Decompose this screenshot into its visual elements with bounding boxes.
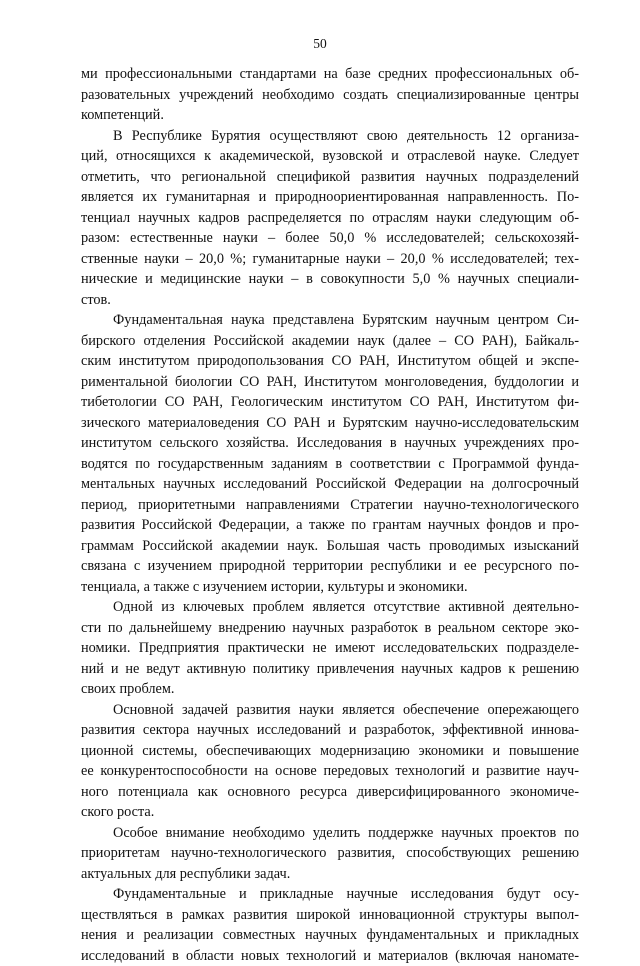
- text-line: бирского отделения Российской академии наук (далее – СО РАН), Байкаль-: [81, 331, 579, 352]
- text-line: исследований в области новых технологий и материалов (включая наномате-: [81, 946, 579, 966]
- text-line: период, приоритетными направлениями Стратегии научно-технологического: [81, 495, 579, 516]
- text-line: ного потенциала как основного ресурса диверсифицированного экономиче-: [81, 782, 579, 803]
- text-line: компетенций.: [81, 105, 579, 126]
- text-line: разовательных учреждений необходимо создать специализированные центры: [81, 85, 579, 106]
- text-line: тенциал научных кадров распределяется по отраслям науки следующим об-: [81, 208, 579, 229]
- text-line: связана с изучением природной территории республики и ее ресурсного по-: [81, 556, 579, 577]
- text-line: является их гуманитарная и природноориентированная направленность. По-: [81, 187, 579, 208]
- text-line: Основной задачей развития науки является обеспечение опережающего: [81, 700, 579, 721]
- text-line: стов.: [81, 290, 579, 311]
- text-line: актуальных для республики задач.: [81, 864, 579, 885]
- text-line: ственные науки – 20,0 %; гуманитарные науки – 20,0 % исследователей; тех-: [81, 249, 579, 270]
- text-line: нения и реализации совместных научных фундаментальных и прикладных: [81, 925, 579, 946]
- text-line: Одной из ключевых проблем является отсутствие активной деятельно-: [81, 597, 579, 618]
- text-line: ционной системы, обеспечивающих модернизацию экономики и повышение: [81, 741, 579, 762]
- text-line: развития Российской Федерации, а также по грантам научных фондов и про-: [81, 515, 579, 536]
- text-line: тенциала, а также с изучением истории, культуры и экономики.: [81, 577, 579, 598]
- text-line: отметить, что региональной спецификой развития научных подразделений: [81, 167, 579, 188]
- text-line: граммам Российской академии наук. Большая часть проводимых изысканий: [81, 536, 579, 557]
- text-line: ми профессиональными стандартами на базе средних профессиональных об-: [81, 64, 579, 85]
- text-line: своих проблем.: [81, 679, 579, 700]
- text-line: водятся по государственным заданиям в соответствии с Программой фунда-: [81, 454, 579, 475]
- text-line: зического материаловедения СО РАН и Бурятским научно-исследовательским: [81, 413, 579, 434]
- text-line: тибетологии СО РАН, Геологическим институтом СО РАН, Институтом фи-: [81, 392, 579, 413]
- text-line: ским институтом природопользования СО РАН, Институтом общей и экспе-: [81, 351, 579, 372]
- text-line: ществляться в рамках развития широкой инновационной структуры выпол-: [81, 905, 579, 926]
- text-line: Фундаментальные и прикладные научные исследования будут осу-: [81, 884, 579, 905]
- text-line: ментальных научных исследований Российской Федерации на долгосрочный: [81, 474, 579, 495]
- text-line: В Республике Бурятия осуществляют свою деятельность 12 организа-: [81, 126, 579, 147]
- text-line: развития сектора научных исследований и разработок, эффективной иннова-: [81, 720, 579, 741]
- text-line: Особое внимание необходимо уделить поддержке научных проектов по: [81, 823, 579, 844]
- text-line: ций, относящихся к академической, вузовской и отраслевой науке. Следует: [81, 146, 579, 167]
- text-line: разом: естественные науки – более 50,0 % исследователей; сельскохозяй-: [81, 228, 579, 249]
- text-line: номики. Предприятия практически не имеют исследовательских подразделе-: [81, 638, 579, 659]
- text-line: риментальной биологии СО РАН, Институтом монголоведения, буддологии и: [81, 372, 579, 393]
- text-line: нические и медицинские науки – в совокупности 5,0 % научных специали-: [81, 269, 579, 290]
- text-line: ее конкурентоспособности на основе передовых технологий и развитие науч-: [81, 761, 579, 782]
- text-line: институтом сельского хозяйства. Исследования в научных учреждениях про-: [81, 433, 579, 454]
- text-line: приоритетам научно-технологического развития, способствующих решению: [81, 843, 579, 864]
- text-line: ского роста.: [81, 802, 579, 823]
- body-text: [81, 64, 579, 966]
- text-line: Фундаментальная наука представлена Бурятским научным центром Си-: [81, 310, 579, 331]
- page-number: 50: [0, 36, 640, 52]
- text-line: сти по дальнейшему внедрению научных разработок в реальном секторе эко-: [81, 618, 579, 639]
- text-line: ний и не ведут активную политику привлечения научных кадров к решению: [81, 659, 579, 680]
